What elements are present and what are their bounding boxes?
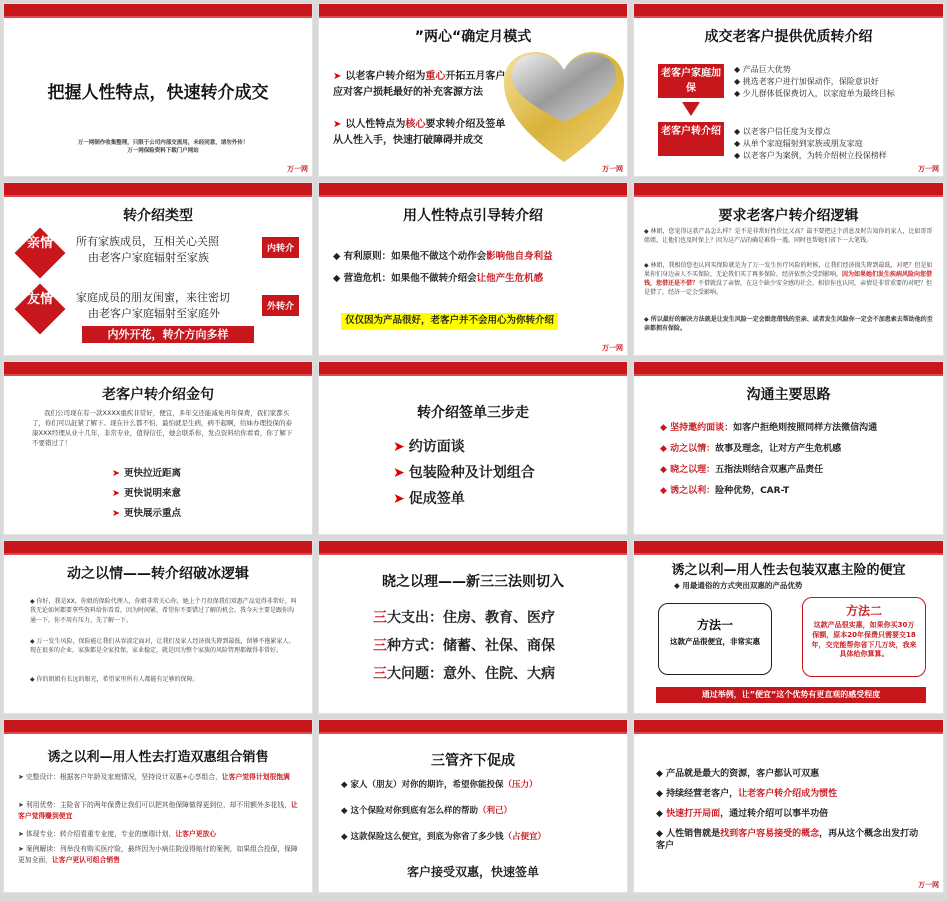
list-item: ◆ 以老客户信任度为支撑点 [734,127,831,136]
quote-paragraph: 我们公司现在有一款XXXX重疾非常好，便宜，多年交还能减免再年保费，我们家都买了，你们可以赶紧了解下。现在什么都不怕，最怕就是生病，病不起啊，给妹办理投保的泰康XXX经理从业十几年，非常专业，值得信任，她会联系你，发点资料给你看看，你了解下不要错过了！ [32,409,293,448]
slide-2[interactable] [318,3,628,177]
paragraph-1: ◆ 你好，我是XX，你姐的保险代理人，你姐非常关心你，她上个月投保我们双惠产品觉得非常好，叫我无论如何都要拿些资料给你看看，因为时间紧，希望你不要错过了解的机会。我今天主要是跟你沟通一下，你不用有压力，先了解一下。 [30,598,297,624]
point-2-sub: 从人性入手，快速打破障碍并成交 [333,135,483,146]
slide-title: 沟通主要思路 [746,387,831,403]
slide-title: 转介绍类型 [123,208,193,224]
list-item: ◆ 这个保险对你到底有怎么样的帮助（利己） [341,806,513,816]
list-item: ➤ 完整设计：根据客户年龄及家庭情况，坚持设计双惠+心享组合，让客户觉得计划很饱满 [18,773,290,781]
paragraph-1: ◆ 林姐，您觉得这款产品怎么样？是不是非常好性价比又高？最不要把这个消息及时告知你的家人，比如哥哥姐姐，让他们也及时保上？因为这产品的确是难得一遇，同时也帮她们省下一大笔钱。 [644,228,933,244]
list-item: ➤ 更快拉近距离 [112,468,181,479]
slide-13[interactable] [3,719,313,893]
paragraph-2: ◆ 林姐，我相信您也认同买保险就是为了万一发生医疗风险的时候，让我们经济损失降到最低，对吧？但是如果你们身边亲人不买保险，无论我们买了再多保险，经济依然会受到影响，因为如果她们发生疾病风险向您借钱，您借还是不借？不借就没了亲情，在这个缺少安全感的社会，相信你也认同，亲情是非常重要的对吧？但是借了，经济一定会受影响。 [644,262,933,296]
slide-title: 诱之以利—用人性去打造双惠组合销售 [47,750,269,765]
list-item: ◆ 持续经营老客户，让老客户转介绍成为惯性 [656,789,838,799]
arrow-icon: ➤ [333,71,342,82]
slide-header-bar [319,541,627,553]
arrow-icon: ➤ [333,119,342,130]
diamond-label-family: 亲情 [26,236,53,251]
list-item: ◆ 从单个家庭辐射到家族或朋友家庭 [734,139,863,148]
list-item: ◆ 这款保险这么便宜，到底为你省了多少钱（占便宜） [341,832,547,842]
slide-title: 用人性特点引导转介绍 [403,208,543,224]
subtitle: ◆ 用最通俗的方式突出双惠的产品优势 [674,581,803,590]
slide-title: 动之以情——转介绍破冰逻辑 [67,566,249,582]
slide-title: 要求老客户转介绍逻辑 [718,208,859,224]
slide-3[interactable] [633,3,944,177]
slide-4[interactable] [3,182,313,356]
logo: 万一网 [918,881,939,889]
list-2 [734,126,887,162]
banner: 仅仅因为产品很好，老客户并不会用心为你转介绍 [341,313,558,330]
list-item: ➤ 案例解读：列举没有购买医疗险，最终因为小病住院没得赔付的案例，如果组合投保，保障更加全面，让客户更认可组合销售 [18,845,298,864]
step-3: ➤ 促成签单 [393,491,465,507]
slide-15[interactable] [633,719,944,893]
banner: 通过举例，让”便宜“这个优势有更直观的感受程度 [656,687,926,703]
heart-graphic [504,52,624,167]
rule-row: 三大支出：住房、教育、医疗 [373,610,555,626]
logo: 万一网 [602,165,623,173]
point-1: ➤ 以老客户转介绍为重心开拓五月客户 [333,71,506,82]
list-item: ◆ 挑选老客户进行加保动作，保险意识好 [734,77,879,86]
method-2-title: 方法二 [845,604,882,618]
slide-header-bar [634,541,943,553]
point-1-sub: 应对客户损耗最好的补充客源方法 [333,87,483,98]
slide-title: 三管齐下促成 [431,753,515,769]
footnote: 万一网制作收集整理，只限于公司内部交流用，未经同意，请勿外传！ [77,140,249,146]
friend-line-1: 家庭成员的朋友闺蜜，来往密切 [76,291,230,304]
slide-9[interactable] [633,361,944,535]
method-2-text: 这款产品很实惠，如果你买30万保额，原本20年保费只需要交18年，交完能帮你省下几万块，我来具体给你算算。 [811,621,917,659]
slide-5[interactable] [318,182,628,356]
list-item: ◆ 动之以情：故事及理念，让对方产生危机感 [660,444,842,454]
list-item: ◆ 晓之以理：五指法则结合双惠产品责任 [660,465,824,475]
list-item: ➤ 更快说明来意 [112,488,181,499]
slide-header-bar [4,4,312,16]
slide-header-bar [319,4,627,16]
logo: 万一网 [287,165,308,173]
list-item: ◆ 诱之以利：险种优势，CAR-T [660,486,790,496]
slide-header-bar [4,541,312,553]
method-2-box [802,597,926,677]
slide-header-bar [634,720,943,732]
method-1-title: 方法一 [696,618,733,632]
rule-row: 三大问题：意外、住院、大病 [373,666,555,682]
method-1-text: 这款产品很便宜，非常实惠 [670,637,760,646]
method-1-box [658,603,772,675]
slide-title: ”两心“确定月模式 [414,29,532,45]
list-item: ◆ 产品就是最大的资源，客户都认可双惠 [656,769,820,779]
list-item: ◆ 产品巨大优势 [734,65,791,74]
slide-14[interactable] [318,719,628,893]
list-item: ◆ 快速打开局面，通过转介绍可以事半功倍 [656,809,829,819]
tag-referral: 老客户转介绍 [658,122,724,156]
list-item: ◆ 少儿群体低保费切入，以家庭单为最终目标 [734,89,895,98]
rule-2: ◆ 营造危机：如果他不做转介绍会让他产生危机感 [333,273,544,284]
slide-title: 成交老客户提供优质转介绍 [704,29,873,45]
list-item: ◆ 家人（朋友）对你的期许，希望你能投保（压力） [341,780,538,790]
tag-family-upgrade: 老客户家庭加保 [658,64,724,98]
list-item: ◆ 坚持邀约面谈：如客户拒绝则按照同样方法微信沟通 [660,423,878,433]
slide-header-bar [634,183,943,195]
slide-1[interactable] [3,3,313,177]
family-line-2: 由老客户家庭辐射至家族 [88,251,209,264]
banner: 客户接受双惠，快速签单 [406,865,539,879]
slide-header-bar [4,183,312,195]
slide-header-bar [319,720,627,732]
slide-title: 把握人性特点，快速转介成交 [47,83,269,103]
list-item: ➤ 更快展示重点 [112,508,181,519]
slide-title: 晓之以理——新三三法则切入 [382,574,564,590]
slide-10[interactable] [3,540,313,714]
slide-header-bar [634,362,943,374]
list-item: ➤ 利用优势：主险省下的两年保费让我们可以把其他保障做得更到位，却不用额外多花钱，让客户觉得赚到便宜 [18,801,298,820]
paragraph-2: ◆ 万一发生风险，保险能让我们从容淡定面对，让我们及家人经济损失降到最低，留够不拖累家人。现在很多的企业，家族都是全家投保，家业稳定，就是因为整个家族的风险管理都做得非常好。 [30,638,295,655]
slide-12[interactable] [633,540,944,714]
list-item: ◆ 以老客户为案例，为转介绍树立投保榜样 [734,151,887,160]
slide-title: 老客户转介绍金句 [102,387,214,403]
logo: 万一网 [918,165,939,173]
list-item: ◆ 人性销售就是找到客户容易接受的概念，再从这个概念出发打动客户 [656,829,919,852]
slide-header-bar [634,4,943,16]
list-1 [734,64,895,100]
slide-header-bar [319,183,627,195]
slide-7[interactable] [3,361,313,535]
slide-title: 转介绍签单三步走 [417,405,529,421]
slide-header-bar [319,362,627,374]
diamond-label-friend: 友情 [26,292,53,307]
tag-external: 外转介 [262,295,299,316]
rule-1: ◆ 有利原则：如果他不做这个动作会影响他自身利益 [333,251,553,262]
paragraph-3: ◆ 所以最好的解决方法就是让发生风险一定会跟您借钱的至亲、或者发生风险你一定会不加患索去帮助他的至亲都拥有保险。 [644,316,933,332]
slide-header-bar [4,720,312,732]
banner: 内外开花，转介方向多样 [82,326,254,343]
slide-8[interactable] [318,361,628,535]
arrow-down-icon [682,102,700,116]
step-1: ➤ 约访面谈 [393,439,465,455]
slide-header-bar [4,362,312,374]
step-2: ➤ 包装险种及计划组合 [393,465,535,481]
rule-row: 三种方式：储蓄、社保、商保 [373,638,555,654]
footnote-2: 万一网保险资料下载门户网站 [127,148,199,154]
paragraph-3: ◆ 你的姐姐有长远的眼光，希望家里所有人都能有足够的保障。 [30,676,199,683]
list-item: ➤ 体现专业：转介绍看重专业度，专业的康瑞计划，让客户更放心 [18,830,217,838]
tag-internal: 内转介 [262,237,299,258]
point-2: ➤ 以人性特点为核心要求转介绍及签单 [333,119,506,130]
logo: 万一网 [602,344,623,352]
slide-title: 诱之以利—用人性去包装双惠主险的便宜 [671,563,906,578]
friend-line-2: 由老客户家庭辐射至家庭外 [88,307,220,320]
family-line-1: 所有家族成员，互相关心关照 [76,235,219,248]
slide-11[interactable] [318,540,628,714]
slide-6[interactable] [633,182,944,356]
